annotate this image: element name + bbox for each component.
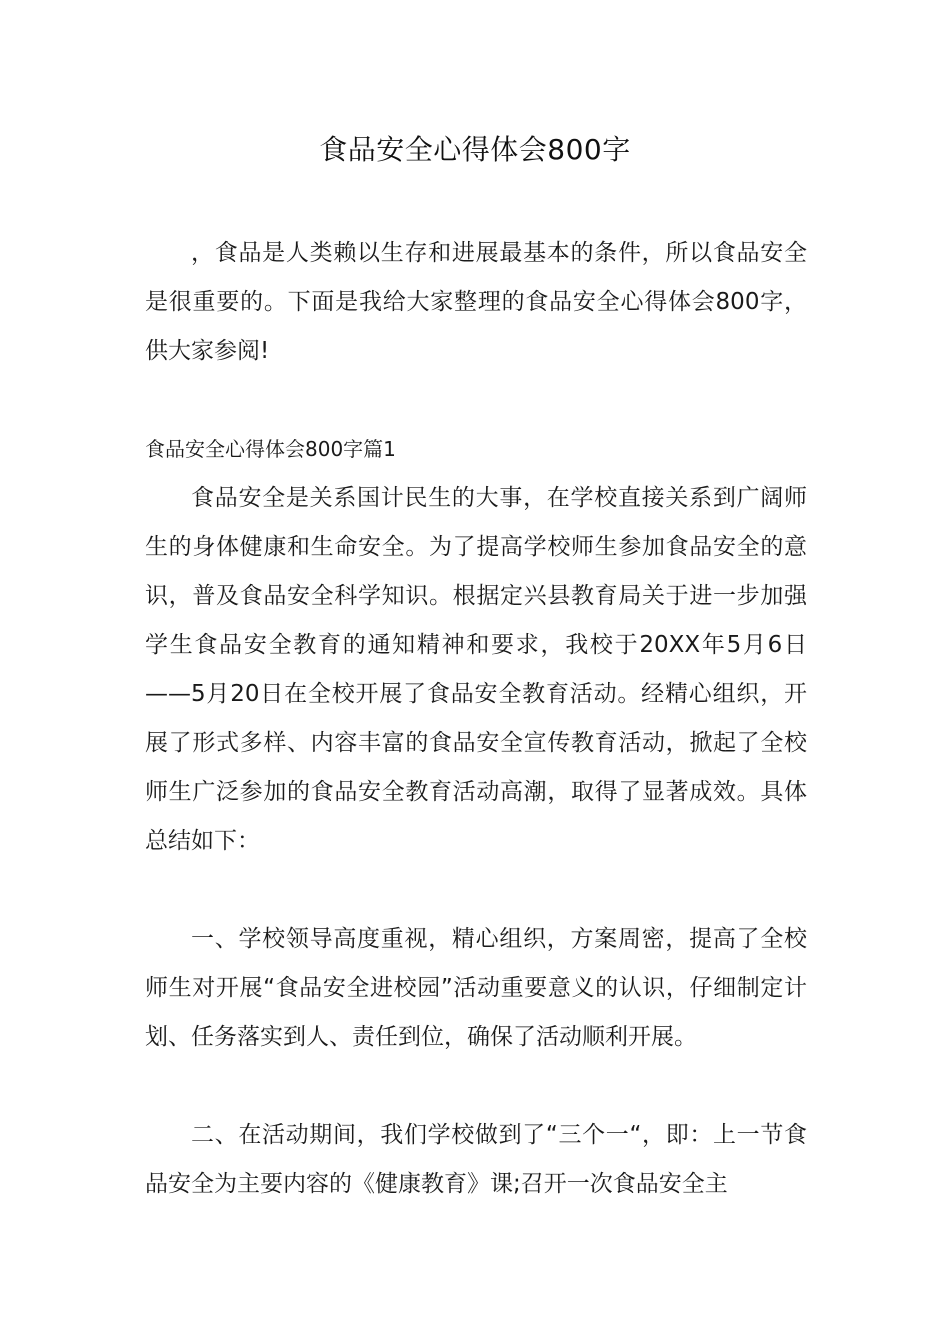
body-paragraph-1: 食品安全是关系国计民生的大事，在学校直接关系到广阔师生的身体健康和生命安全。为了提高学校师生参加食品安全的意识，普及食品安全科学知识。根据定兴县教育局关于进一步加强学生食品安全教育的通知精神和要求，我校于20XX年5月6日——5月20日在全校开展了食品安全教育活动。经精心组织，开展了形式多样、内容丰富的食品安全宣传教育活动，掀起了全校师生广泛参加的食品安全教育活动高潮，取得了显著成效。具体总结如下： <box>145 485 807 854</box>
section-heading: 食品安全心得体会800字篇1 <box>145 437 396 461</box>
document-body <box>145 229 807 1209</box>
intro-paragraph: ，食品是人类赖以生存和进展最基本的条件，所以食品安全是很重要的。下面是我给大家整理的食品安全心得体会800字，供大家参阅! <box>145 240 807 364</box>
document-title: 食品安全心得体会800字 <box>319 133 631 166</box>
body-paragraph-3: 二、在活动期间，我们学校做到了“三个一“，即：上一节食品安全为主要内容的《健康教育》课;召开一次食品安全主 <box>145 1122 807 1197</box>
body-paragraph-2: 一、学校领导高度重视，精心组织，方案周密，提高了全校师生对开展“食品安全进校园”活动重要意义的认识，仔细制定计划、任务落实到人、责任到位，确保了活动顺利开展。 <box>145 926 807 1050</box>
